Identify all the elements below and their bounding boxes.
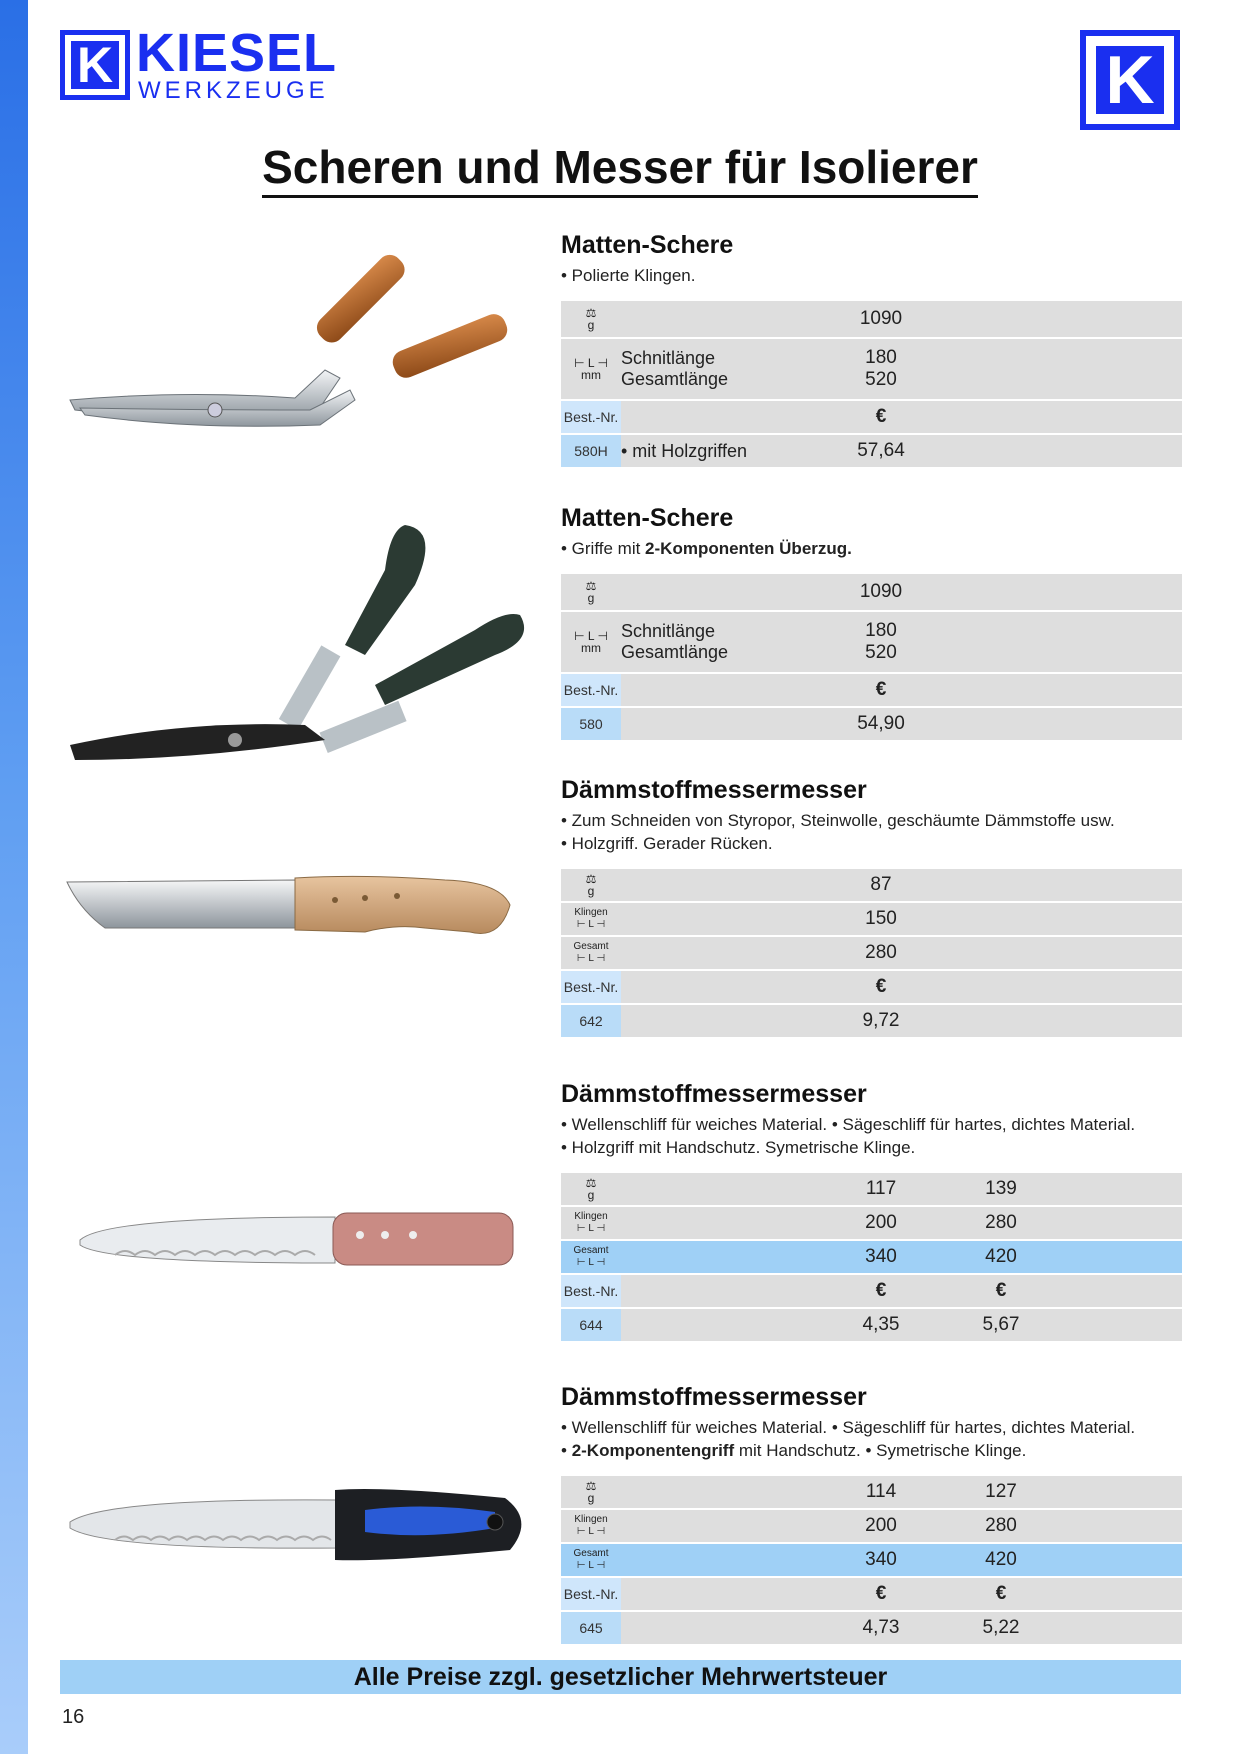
brand-logo [60, 23, 338, 104]
product-image-scissors-2k [65, 515, 535, 765]
product-desc: • Griffe mit 2-Komponenten Überzug. [561, 539, 852, 558]
logo-sub: WERKZEUGE [138, 77, 329, 104]
product-daemmstoffmesser-642 [561, 775, 1181, 1039]
product-image-knife-642 [65, 870, 535, 950]
product-image-knife-645 [65, 1480, 535, 1570]
logo-k-box: K [60, 30, 130, 100]
length-row: ⊢ L ⊣ mm Schnitlänge Gesamtlänge 180 520 [561, 339, 1182, 401]
product-title: Matten-Schere [561, 504, 734, 532]
product-matten-schere-holz [561, 230, 1181, 469]
logo-name: KIESEL [136, 23, 338, 83]
product-image-knife-644 [75, 1205, 525, 1285]
spec-table: ⚖ g 114 127 Klingen ⊢ L ⊣ 200 280 Gesamt ⊢ L ⊣ 340 420 Best.-Nr. € € 645 4,73 5,22 [561, 1476, 1182, 1646]
product-title: Matten-Schere [561, 231, 734, 259]
spec-table: ⚖ g 87 Klingen ⊢ L ⊣ 150 Gesamt ⊢ L ⊣ 280 Best.-Nr. € 642 9,72 [561, 869, 1182, 1039]
product-desc: • Wellenschliff für weiches Material. • Sägeschliff für hartes, dichtes Material. • 2-Komponentengriff mit Handschutz. • Symetrische Klinge. [561, 1418, 1136, 1460]
scale-icon: ⚖ g [585, 306, 597, 332]
product-matten-schere-2k [561, 503, 1181, 742]
page-number: 16 [62, 1706, 85, 1728]
spec-table: ⚖ g 117 139 Klingen ⊢ L ⊣ 200 280 Gesamt ⊢ L ⊣ 340 420 Best.-Nr. € € 644 4,35 5,67 [561, 1173, 1182, 1343]
spec-table: ⚖ g 1090 ⊢ L ⊣ mm Schnitlänge Gesamtlänge 180 520 Best.-Nr. € 580 54,90 [561, 574, 1182, 742]
logo-k-emblem: K [1080, 30, 1180, 130]
product-title: Dämmstoffmessermesser [561, 1383, 867, 1411]
product-desc: • Zum Schneiden von Styropor, Steinwolle, geschäumte Dämmstoffe usw. • Holzgriff. Gerader Rücken. [561, 811, 1115, 853]
product-image-scissors-wood [65, 250, 535, 450]
product-title: Dämmstoffmessermesser [561, 1080, 867, 1108]
side-stripe [0, 0, 28, 1754]
header-row: Best.-Nr. € [561, 401, 1182, 435]
weight-row: ⚖ g 1090 [561, 301, 1182, 339]
product-desc: • Wellenschliff für weiches Material. • Sägeschliff für hartes, dichtes Material. • Holzgriff mit Handschutz. Symetrische Klinge. [561, 1115, 1136, 1157]
length-icon: ⊢ L ⊣ mm [574, 356, 608, 382]
product-title: Dämmstoffmessermesser [561, 776, 867, 804]
product-daemmstoffmesser-644 [561, 1079, 1181, 1343]
page-title: Scheren und Messer für Isolierer [0, 140, 1240, 194]
product-desc: • Polierte Klingen. [561, 266, 696, 285]
spec-table [561, 301, 1182, 469]
product-daemmstoffmesser-645 [561, 1382, 1181, 1646]
order-row: 580H • mit Holzgriffen 57,64 [561, 435, 1182, 469]
footer-vat-note: Alle Preise zzgl. gesetzlicher Mehrwertsteuer [60, 1660, 1181, 1694]
